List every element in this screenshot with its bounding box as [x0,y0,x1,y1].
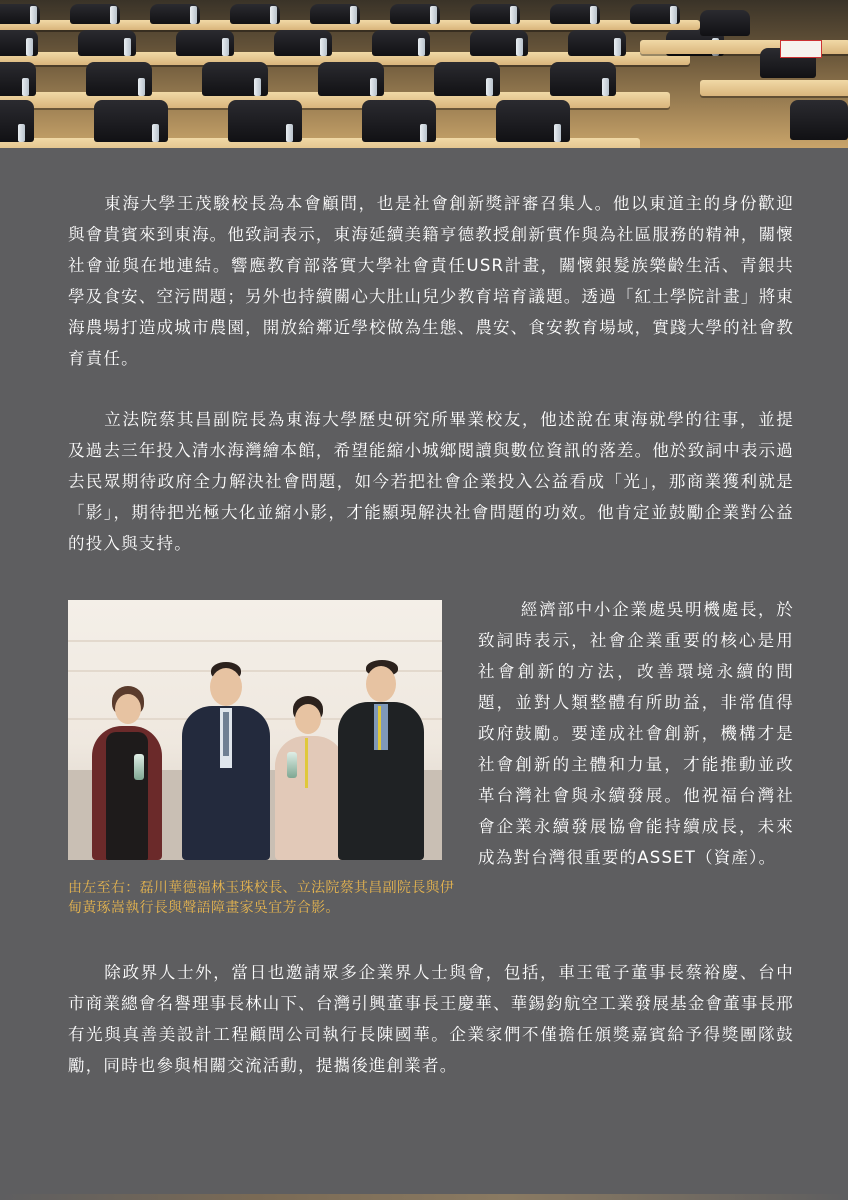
water-bottle [370,78,377,96]
water-bottle [22,78,29,96]
water-bottle [554,124,561,142]
water-bottle [350,6,357,24]
name-placard [780,40,822,58]
water-bottle [486,78,493,96]
water-bottle [270,6,277,24]
chair [0,62,36,96]
water-bottle [222,38,229,56]
person-3 [273,696,345,860]
water-bottle [420,124,427,142]
water-bottle [254,78,261,96]
water-bottle [190,6,197,24]
water-bottle [18,124,25,142]
water-bottle [590,6,597,24]
person-2 [180,662,270,860]
water-bottle [516,38,523,56]
paragraph-vice-speaker-speech: 立法院蔡其昌副院長為東海大學歷史研究所畢業校友，他述說在東海就學的往事，並提及過去三年投入清水海灣繪本館，希望能縮小城鄉閱讀與數位資訊的落差。他於致詞中表示過去民眾期待政府全力解決社會問題，如今若把社會企業投入公益看成「光」，那商業獲利就是「影」，期待把光極大化並縮小影，才能顯現解決社會問題的功效。他肯定並鼓勵企業對公益的投入與支持。 [68,410,794,553]
water-bottle [602,78,609,96]
water-bottle [26,38,33,56]
hero-photo-conference-room [0,0,848,148]
water-bottle [614,38,621,56]
water-bottle [124,38,131,56]
water-bottle [510,6,517,24]
paragraph-sme-director-speech: 經濟部中小企業處吳明機處長，於致詞時表示，社會企業重要的核心是用社會創新的方法，改善環境永續的問題，並對人類整體有所助益，非常值得政府鼓勵。要達成社會創新，機構才是社會創新的主體和力量，才能推動並改革台灣社會與永續發展。他祝福台灣社會企業永續發展協會能持續成長，未來成為對台灣很重要的ASSET（資產）。 [478,600,794,867]
water-bottle [670,6,677,24]
water-bottle [152,124,159,142]
water-bottle [430,6,437,24]
water-bottle [320,38,327,56]
paragraph-principal-speech: 東海大學王茂駿校長為本會顧問，也是社會創新獎評審召集人。他以東道主的身份歡迎與會貴賓來到東海。他致詞表示，東海延續美籍亨德教授創新實作與為社區服務的精神，關懷社會並與在地連結。響應教育部落實大學社會責任USR計畫，關懷銀髮族樂齡生活、青銀共學及食安、空污問題；另外也持續關心大肚山兒少教育培育議題。透過「紅土學院計畫」將東海農場打造成城市農園，開放給鄰近學校做為生態、農安、食安教育場域，實踐大學的社會教育責任。 [68,194,794,368]
paragraph-business-guests: 除政界人士外，當日也邀請眾多企業界人士與會，包括，車王電子董事長蔡裕慶、台中市商業總會名譽理事長林山下、台灣引興董事長王慶華、華錫鈞航空工業發展基金會董事長邢有光與真善美設計工程顧問公司執行長陳國華。企業家們不僅擔任頒獎嘉賓給予得獎團隊鼓勵，同時也參與相關交流活動，提攜後進創業者。 [68,963,794,1075]
footer-strip [0,1194,848,1200]
photo-caption: 由左至右：磊川華德福林玉珠校長、立法院蔡其昌副院長與伊甸黃琢嵩執行長與聲語障畫家吳宜芳合影。 [68,880,455,916]
water-bottle [110,6,117,24]
chair [700,10,750,36]
water-bottle [418,38,425,56]
water-bottle [286,124,293,142]
desk-row [700,80,848,96]
person-4 [338,660,424,860]
water-bottle [138,78,145,96]
chair [790,100,848,140]
group-photo [68,600,442,860]
person-1 [86,684,166,860]
water-bottle [30,6,37,24]
chair [0,100,34,142]
